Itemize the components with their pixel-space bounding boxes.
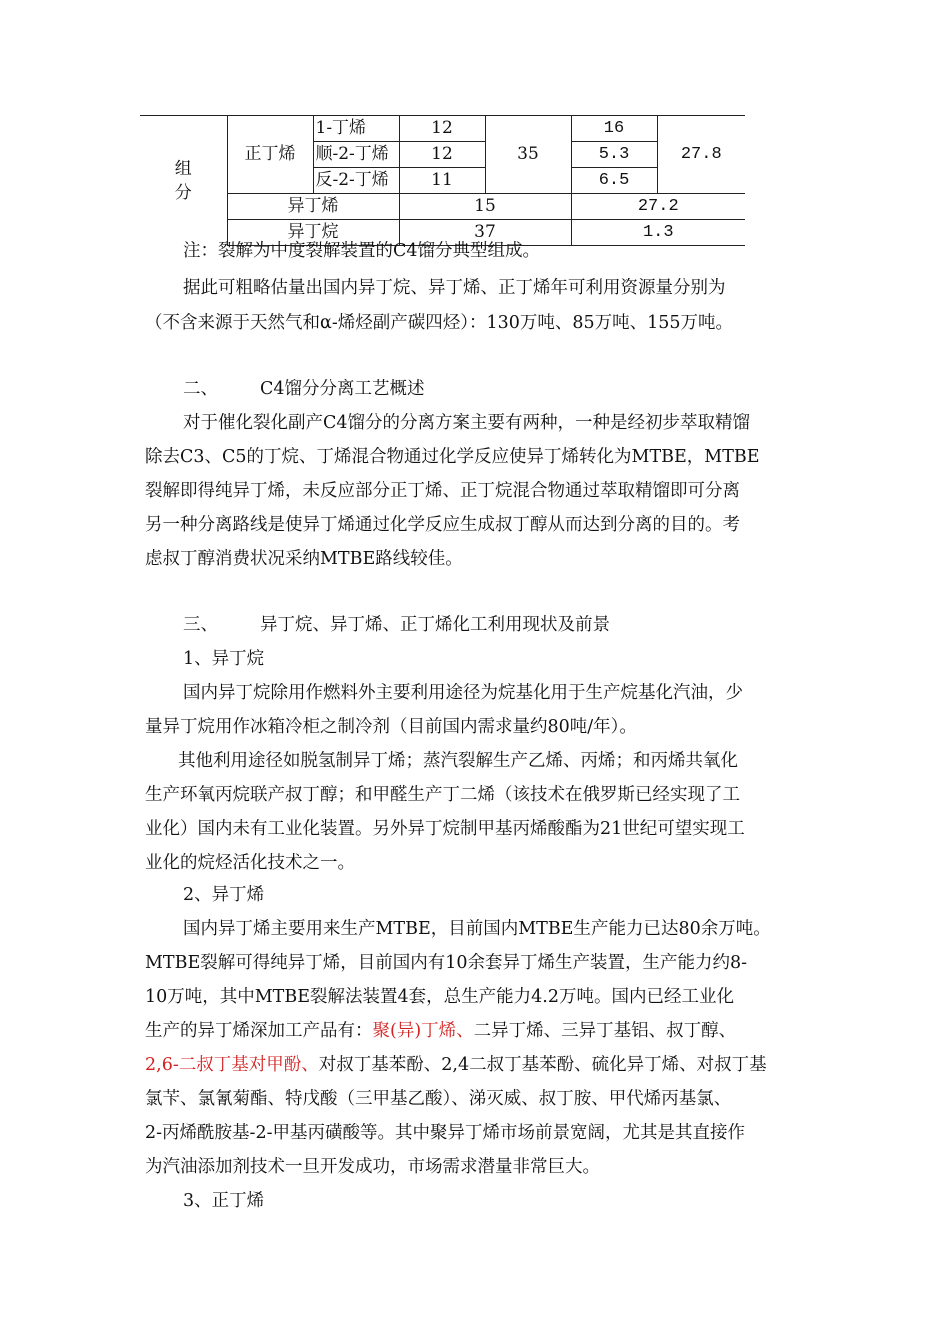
isobutene-label: 异丁烯	[227, 194, 399, 220]
row-value-b: 5.3	[571, 142, 657, 168]
paragraph-line: 10万吨，其中MTBE裂解法装置4套，总生产能力4.2万吨。国内已经工业化	[145, 987, 734, 1007]
n-butene-total-a: 35	[485, 116, 571, 194]
highlighted-term: 聚(异)丁烯、	[372, 1021, 474, 1041]
section-heading-2	[183, 373, 848, 406]
heading-title: C4馏分分离工艺概述	[260, 379, 425, 399]
text-span: 生产的异丁烯深加工产品有：	[145, 1021, 373, 1041]
paragraph-line: 为汽油添加剂技术一旦开发成功，市场需求潜量非常巨大。	[145, 1157, 600, 1177]
row-name: 1-丁烯	[313, 116, 399, 142]
n-butene-label: 正丁烯	[227, 116, 313, 194]
highlighted-term: 2,6-二叔丁基对甲酚、	[145, 1055, 319, 1075]
c4-composition-table	[140, 115, 745, 246]
row-name: 顺-2-丁烯	[313, 142, 399, 168]
paragraph-line: 据此可粗略估量出国内异丁烷、异丁烯、正丁烯年可利用资源量分别为	[183, 278, 726, 298]
text-span: 对叔丁基苯酚、2,4二叔丁基苯酚、硫化异丁烯、对叔丁基	[318, 1055, 767, 1075]
paragraph-line: 裂解即得纯异丁烯，未反应部分正丁烯、正丁烷混合物通过萃取精馏即可分离	[145, 481, 740, 501]
row-name: 反-2-丁烯	[313, 168, 399, 194]
isobutene-value-b: 27.2	[571, 194, 745, 220]
subsection-heading: 1、异丁烷	[183, 649, 265, 669]
section-heading-3	[183, 609, 848, 642]
row-value-b: 6.5	[571, 168, 657, 194]
isobutane-label: 异丁烷	[227, 220, 399, 246]
paragraph-line: 国内异丁烷除用作燃料外主要利用途径为烷基化用于生产烷基化汽油，少	[183, 683, 743, 703]
row-value-a: 11	[399, 168, 485, 194]
paragraph-line: 2-丙烯酰胺基-2-甲基丙磺酸等。其中聚异丁烯市场前景宽阔，尤其是其直接作	[145, 1123, 746, 1143]
row-value-b: 16	[571, 116, 657, 142]
table-note: 注：裂解为中度裂解装置的C4馏分典型组成。	[183, 241, 541, 261]
paragraph-line: 另一种分离路线是使异丁烯通过化学反应生成叔丁醇从而达到分离的目的。考	[145, 515, 740, 535]
n-butene-total-b: 27.8	[657, 116, 745, 194]
table-row	[140, 116, 745, 142]
heading-title: 异丁烷、异丁烯、正丁烯化工利用现状及前景	[260, 615, 610, 635]
paragraph-line: 除去C3、C5的丁烷、丁烯混合物通过化学反应使异丁烯转化为MTBE，MTBE	[145, 447, 760, 467]
paragraph-line: 国内异丁烯主要用来生产MTBE，目前国内MTBE生产能力已达80余万吨。	[183, 919, 771, 939]
row-value-a: 12	[399, 116, 485, 142]
paragraph-line: 虑叔丁醇消费状况采纳MTBE路线较佳。	[145, 549, 463, 569]
paragraph-line: 量异丁烷用作冰箱冷柜之制冷剂（目前国内需求量约80吨/年）。	[145, 717, 637, 737]
subsection-heading: 2、异丁烯	[183, 885, 265, 905]
heading-number: 三、	[183, 615, 218, 635]
isobutane-value-a: 37	[399, 220, 571, 246]
paragraph-line	[145, 1049, 810, 1082]
paragraph-line: 业化）国内未有工业化装置。另外异丁烷制甲基丙烯酸酯为21世纪可望实现工	[145, 819, 745, 839]
paragraph-line: （不含来源于天然气和α-烯烃副产碳四烃）：130万吨、85万吨、155万吨。	[145, 313, 734, 333]
isobutene-value-a: 15	[399, 194, 571, 220]
paragraph-line: 氯苄、氯氰菊酯、特戊酸（三甲基乙酸）、涕灭威、叔丁胺、甲代烯丙基氯、	[145, 1089, 732, 1109]
paragraph-line: 业化的烷烃活化技术之一。	[145, 853, 355, 873]
subsection-heading: 3、正丁烯	[183, 1191, 265, 1211]
table-row	[140, 194, 745, 220]
group-label-cell: 组 分	[140, 116, 227, 246]
paragraph-line: 其他利用途径如脱氢制异丁烯；蒸汽裂解生产乙烯、丙烯；和丙烯共氧化	[178, 751, 738, 771]
isobutane-value-b: 1.3	[571, 220, 745, 246]
paragraph-line	[145, 1015, 810, 1048]
heading-number: 二、	[183, 379, 218, 399]
row-value-a: 12	[399, 142, 485, 168]
paragraph-line: MTBE裂解可得纯异丁烯，目前国内有10余套异丁烯生产装置，生产能力约8-	[145, 953, 748, 973]
paragraph-line: 生产环氧丙烷联产叔丁醇；和甲醛生产丁二烯（该技术在俄罗斯已经实现了工	[145, 785, 740, 805]
text-span: 二异丁烯、三异丁基铝、叔丁醇、	[473, 1021, 737, 1041]
paragraph-line: 对于催化裂化副产C4馏分的分离方案主要有两种，一种是经初步萃取精馏	[183, 413, 751, 433]
